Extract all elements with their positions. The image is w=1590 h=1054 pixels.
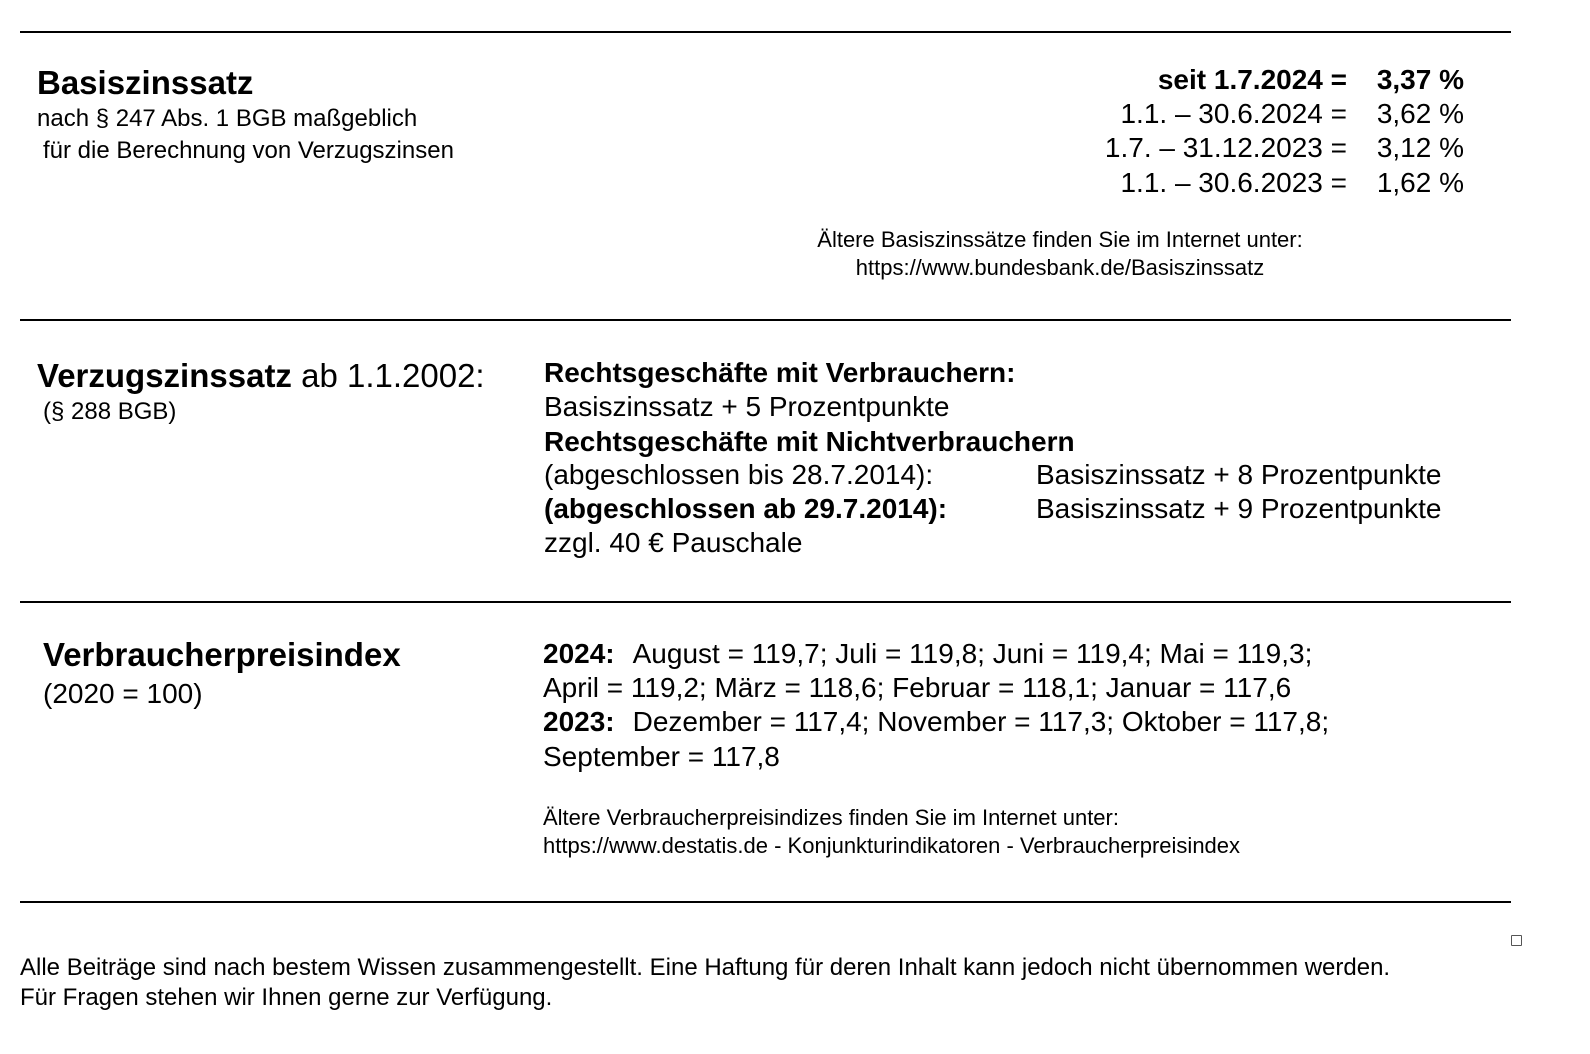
- rate-row: [1158, 64, 1464, 96]
- vpi-2023-values-2: September = 117,8: [543, 741, 780, 772]
- basis-older-line-1: Ältere Basiszinssätze finden Sie im Internet unter:: [817, 227, 1303, 252]
- divider-top: [20, 31, 1511, 33]
- rate-row: [1120, 98, 1464, 130]
- nonconsumers-row1-value: Basiszinssatz + 8 Prozentpunkte: [1036, 459, 1442, 490]
- rate-row: [1105, 132, 1464, 164]
- nonconsumers-heading: Rechtsgeschäfte mit Nichtverbrauchern: [544, 426, 1075, 457]
- consumers-heading: Rechtsgeschäfte mit Verbrauchern:: [544, 357, 1016, 388]
- divider-bottom: [20, 901, 1511, 903]
- consumers-rate: Basiszinssatz + 5 Prozentpunkte: [544, 391, 950, 422]
- verzug-title: [37, 357, 485, 395]
- basis-older-link[interactable]: https://www.bundesbank.de/Basiszinssatz: [855, 255, 1265, 280]
- vpi-older-line-1: Ältere Verbraucherpreisindizes finden Sie im Internet unter:: [543, 805, 1119, 830]
- verzug-subtitle: (§ 288 BGB): [43, 398, 177, 425]
- rate-period: seit 1.7.2024 =: [1157, 64, 1347, 95]
- rate-period: 1.1. – 30.6.2024 =: [1120, 98, 1347, 129]
- rate-value: 1,62 %: [1376, 167, 1464, 198]
- rate-value: 3,62 %: [1376, 98, 1464, 129]
- nonconsumers-row1-label: (abgeschlossen bis 28.7.2014):: [544, 459, 934, 490]
- basis-subtitle-2: für die Berechnung von Verzugszinsen: [43, 137, 454, 164]
- rate-period: 1.7. – 31.12.2023 =: [1104, 132, 1347, 163]
- rate-value: 3,37 %: [1376, 64, 1464, 95]
- nonconsumers-row2-label: (abgeschlossen ab 29.7.2014):: [544, 493, 948, 524]
- basis-older-note: [760, 226, 1360, 282]
- vpi-subtitle: (2020 = 100): [43, 678, 203, 709]
- nonconsumers-row2-value: Basiszinssatz + 9 Prozentpunkte: [1036, 493, 1442, 524]
- vpi-2024-label: 2024:: [543, 638, 615, 669]
- basis-subtitle-1: nach § 247 Abs. 1 BGB maßgeblich: [37, 105, 418, 132]
- vpi-older-link[interactable]: https://www.destatis.de - Konjunkturindikatoren - Verbraucherpreisindex: [543, 833, 1241, 858]
- vpi-title: Verbraucherpreisindex: [43, 636, 401, 673]
- vpi-2023-label: 2023:: [543, 706, 615, 737]
- verzug-title-bold: Verzugszinssatz: [37, 357, 292, 394]
- divider-basis-verzug: [20, 319, 1511, 321]
- vpi-2024-values-1: August = 119,7; Juli = 119,8; Juni = 119,4; Mai = 119,3;: [632, 638, 1313, 669]
- basis-title: Basiszinssatz: [37, 64, 254, 101]
- vpi-2024-line-1: [543, 638, 1312, 670]
- rate-period: 1.1. – 30.6.2023 =: [1120, 167, 1347, 198]
- vpi-2024-values-2: April = 119,2; März = 118,6; Februar = 118,1; Januar = 117,6: [543, 672, 1292, 703]
- vpi-2023-values-1: Dezember = 117,4; November = 117,3; Oktober = 117,8;: [632, 706, 1330, 737]
- verzug-title-rest: ab 1.1.2002:: [291, 357, 485, 394]
- basis-rates-table: [1000, 64, 1464, 204]
- vpi-2023-line-1: [543, 706, 1329, 738]
- divider-verzug-vpi: [20, 601, 1511, 603]
- footer-line-1: Alle Beiträge sind nach bestem Wissen zusammengestellt. Eine Haftung für deren Inhalt kann jedoch nicht übernommen werden.: [20, 954, 1391, 981]
- page-marker-icon: [1511, 935, 1522, 946]
- rate-row: [1120, 167, 1464, 199]
- rate-value: 3,12 %: [1376, 132, 1464, 163]
- flat-fee: zzgl. 40 € Pauschale: [544, 527, 803, 558]
- footer-line-2: Für Fragen stehen wir Ihnen gerne zur Verfügung.: [20, 984, 553, 1011]
